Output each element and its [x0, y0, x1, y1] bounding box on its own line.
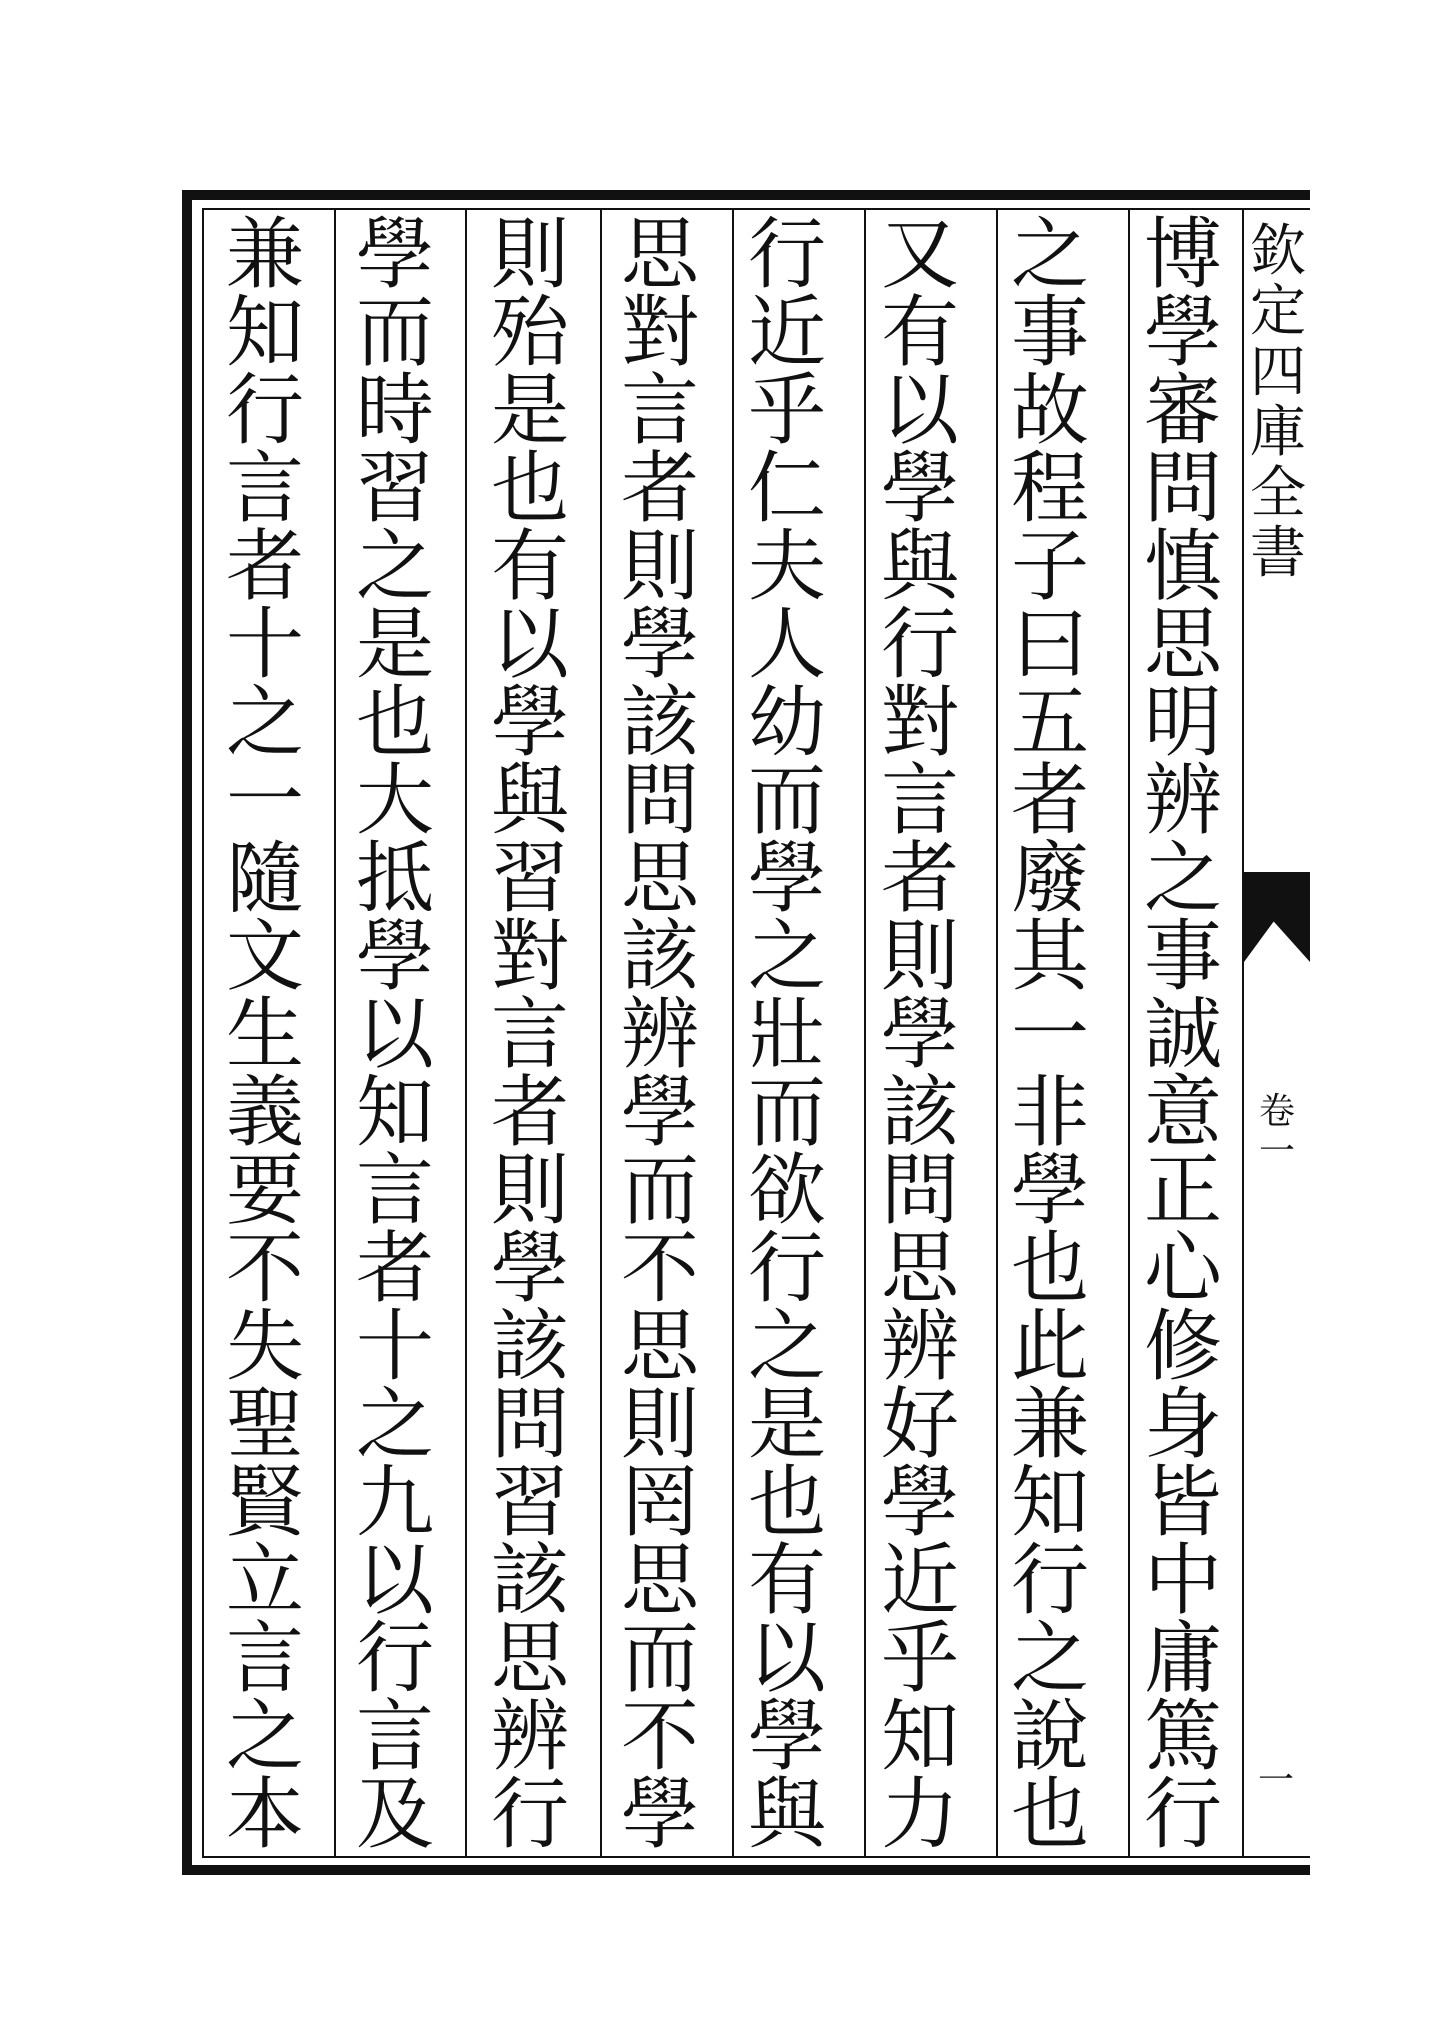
column-char: 是: [490, 366, 569, 456]
text-column-4: [727, 210, 847, 1860]
column-char: 之: [355, 522, 434, 612]
column-char: 抵: [355, 834, 434, 924]
column-char: 之: [1010, 210, 1089, 300]
column-char: 生: [225, 990, 304, 1080]
column-char: 壯: [747, 990, 826, 1080]
column-char: 時: [355, 366, 434, 456]
column-char: 及: [355, 1770, 434, 1860]
column-char: 學: [880, 990, 959, 1080]
column-char: 十: [355, 1302, 434, 1392]
column-char: 聖: [225, 1380, 304, 1470]
column-char: 人: [747, 600, 826, 690]
column-char: 學: [490, 1224, 569, 1314]
column-char: 對: [880, 678, 959, 768]
column-char: 也: [490, 444, 569, 534]
column-char: 之: [225, 678, 304, 768]
column-char: 則: [490, 1146, 569, 1236]
column-char: 與: [490, 756, 569, 846]
column-char: 問: [490, 1380, 569, 1470]
column-char: 正: [1143, 1146, 1222, 1236]
column-char: 兼: [1010, 1380, 1089, 1470]
column-char: 之: [747, 912, 826, 1002]
column-char: 庸: [1143, 1614, 1222, 1704]
column-char: 辨: [490, 1692, 569, 1782]
column-char: 慎: [1143, 522, 1222, 612]
column-char: 誠: [1143, 990, 1222, 1080]
column-char: 而: [355, 288, 434, 378]
column-char: 行: [355, 1614, 434, 1704]
column-char: 則: [620, 1380, 699, 1470]
column-char: 則: [620, 522, 699, 612]
column-char: 言: [225, 444, 304, 534]
column-char: 問: [1143, 444, 1222, 534]
column-char: 言: [490, 990, 569, 1080]
column-char: 力: [880, 1770, 959, 1860]
column-char: 習: [355, 444, 434, 534]
text-column-5: [600, 210, 720, 1860]
column-char: 本: [225, 1770, 304, 1860]
column-char: 中: [1143, 1536, 1222, 1626]
column-char: 則: [490, 210, 569, 300]
column-char: 也: [1010, 1770, 1089, 1860]
column-char: 言: [225, 1614, 304, 1704]
column-char: 者: [880, 834, 959, 924]
column-char: 該: [620, 912, 699, 1002]
juan-label: [1248, 1092, 1306, 1171]
column-char: 篤: [1143, 1692, 1222, 1782]
column-char: 一: [225, 756, 304, 846]
column-char: 者: [620, 444, 699, 534]
column-char: 學: [1143, 288, 1222, 378]
column-char: 知: [225, 288, 304, 378]
book-title-char: 庫: [1250, 400, 1306, 466]
column-char: 學: [355, 912, 434, 1002]
text-column-7: [335, 210, 455, 1860]
column-char: 其: [1010, 912, 1089, 1002]
column-char: 言: [355, 1146, 434, 1236]
column-char: 兼: [225, 210, 304, 300]
column-char: 罔: [620, 1458, 699, 1548]
column-char: 對: [620, 288, 699, 378]
column-char: 大: [355, 756, 434, 846]
column-char: 之: [1010, 1614, 1089, 1704]
text-column-2: [990, 210, 1110, 1860]
column-char: 殆: [490, 288, 569, 378]
column-char: 學: [620, 600, 699, 690]
column-char: 是: [355, 600, 434, 690]
column-char: 乎: [880, 1614, 959, 1704]
column-char: 學: [490, 678, 569, 768]
column-char: 辨: [620, 990, 699, 1080]
column-char: 一: [1010, 990, 1089, 1080]
column-char: 與: [880, 522, 959, 612]
column-char: 心: [1143, 1224, 1222, 1314]
book-title-char: 欽: [1250, 219, 1306, 284]
column-char: 者: [355, 1224, 434, 1314]
column-char: 該: [490, 1302, 569, 1392]
column-char: 學: [880, 1458, 959, 1548]
column-char: 事: [1143, 912, 1222, 1002]
column-char: 與: [747, 1770, 826, 1860]
column-char: 程: [1010, 444, 1089, 534]
column-char: 者: [490, 1068, 569, 1158]
column-char: 欲: [747, 1146, 826, 1236]
column-char: 學: [620, 1770, 699, 1860]
column-char: 之: [747, 1302, 826, 1392]
column-char: 對: [490, 912, 569, 1002]
column-char: 以: [355, 990, 434, 1080]
fishtail-mark: [1244, 872, 1310, 962]
page-number: 一: [1257, 1760, 1294, 1801]
column-char: 夫: [747, 522, 826, 612]
column-char: 言: [620, 366, 699, 456]
text-column-6: [470, 210, 590, 1860]
column-char: 行: [1010, 1536, 1089, 1626]
column-char: 思: [880, 1224, 959, 1314]
column-char: 有: [490, 522, 569, 612]
column-char: 知: [880, 1692, 959, 1782]
column-char: 行: [880, 600, 959, 690]
column-char: 皆: [1143, 1458, 1222, 1548]
column-char: 也: [747, 1458, 826, 1548]
book-title: [1248, 219, 1308, 587]
column-char: 行: [747, 1224, 826, 1314]
column-char: 學: [1010, 1146, 1089, 1236]
column-char: 廢: [1010, 834, 1089, 924]
column-char: 思: [620, 1302, 699, 1392]
column-char: 辨: [1143, 756, 1222, 846]
column-char: 說: [1010, 1692, 1089, 1782]
column-char: 近: [880, 1536, 959, 1626]
column-char: 博: [1143, 210, 1222, 300]
column-char: 十: [225, 600, 304, 690]
column-char: 而: [747, 1068, 826, 1158]
column-char: 是: [747, 1380, 826, 1470]
column-char: 仁: [747, 444, 826, 534]
column-char: 賢: [225, 1458, 304, 1548]
column-char: 義: [225, 1068, 304, 1158]
column-char: 好: [880, 1380, 959, 1470]
juan-char: 一: [1258, 1130, 1295, 1172]
column-char: 以: [880, 366, 959, 456]
column-char: 該: [620, 678, 699, 768]
column-char: 事: [1010, 288, 1089, 378]
column-char: 習: [490, 1458, 569, 1548]
column-char: 行: [490, 1770, 569, 1860]
column-char: 習: [490, 834, 569, 924]
column-char: 故: [1010, 366, 1089, 456]
column-char: 要: [225, 1146, 304, 1236]
column-char: 而: [747, 756, 826, 846]
column-char: 又: [880, 210, 959, 300]
column-char: 之: [1143, 834, 1222, 924]
column-char: 也: [1010, 1224, 1089, 1314]
column-char: 以: [490, 600, 569, 690]
book-title-char: 全: [1250, 460, 1306, 526]
column-char: 知: [355, 1068, 434, 1158]
column-char: 學: [747, 1692, 826, 1782]
column-char: 審: [1143, 366, 1222, 456]
column-char: 修: [1143, 1302, 1222, 1392]
book-title-char: 定: [1250, 279, 1306, 345]
banxin-strip: [1244, 212, 1310, 1852]
column-char: 有: [747, 1536, 826, 1626]
column-char: 言: [355, 1692, 434, 1782]
column-char: 學: [880, 444, 959, 534]
text-column-8: [205, 210, 325, 1860]
column-char: 則: [880, 912, 959, 1002]
column-char: 近: [747, 288, 826, 378]
column-char: 思: [1143, 600, 1222, 690]
column-char: 非: [1010, 1068, 1089, 1158]
column-char: 五: [1010, 678, 1089, 768]
column-rule: [465, 210, 467, 1856]
column-char: 失: [225, 1302, 304, 1392]
column-char: 思: [620, 834, 699, 924]
column-char: 不: [225, 1224, 304, 1314]
column-char: 立: [225, 1536, 304, 1626]
column-char: 明: [1143, 678, 1222, 768]
column-char: 之: [225, 1692, 304, 1782]
column-char: 言: [880, 756, 959, 846]
column-char: 九: [355, 1458, 434, 1548]
column-char: 而: [620, 1146, 699, 1236]
column-char: 不: [620, 1224, 699, 1314]
column-char: 意: [1143, 1068, 1222, 1158]
column-char: 思: [620, 210, 699, 300]
column-char: 行: [747, 210, 826, 300]
text-column-1: [1123, 210, 1243, 1860]
text-column-3: [860, 210, 980, 1860]
column-char: 此: [1010, 1302, 1089, 1392]
book-title-char: 書: [1250, 521, 1306, 587]
column-char: 之: [355, 1380, 434, 1470]
column-char: 思: [620, 1536, 699, 1626]
book-title-char: 四: [1250, 339, 1306, 405]
column-char: 學: [747, 834, 826, 924]
column-char: 問: [620, 756, 699, 846]
column-char: 思: [490, 1614, 569, 1704]
column-char: 行: [1143, 1770, 1222, 1860]
column-char: 學: [620, 1068, 699, 1158]
column-char: 也: [355, 678, 434, 768]
column-char: 有: [880, 288, 959, 378]
column-char: 學: [355, 210, 434, 300]
column-char: 子: [1010, 522, 1089, 612]
column-char: 行: [225, 366, 304, 456]
column-char: 幼: [747, 678, 826, 768]
juan-char: 卷: [1258, 1091, 1295, 1132]
column-char: 而: [620, 1614, 699, 1704]
column-char: 曰: [1010, 600, 1089, 690]
column-char: 者: [225, 522, 304, 612]
column-char: 者: [1010, 756, 1089, 846]
column-char: 知: [1010, 1458, 1089, 1548]
column-char: 辨: [880, 1302, 959, 1392]
column-char: 乎: [747, 366, 826, 456]
column-char: 身: [1143, 1380, 1222, 1470]
column-char: 不: [620, 1692, 699, 1782]
column-char: 問: [880, 1146, 959, 1236]
column-char: 該: [490, 1536, 569, 1626]
column-char: 以: [747, 1614, 826, 1704]
column-char: 該: [880, 1068, 959, 1158]
column-char: 文: [225, 912, 304, 1002]
column-char: 隨: [225, 834, 304, 924]
column-char: 以: [355, 1536, 434, 1626]
